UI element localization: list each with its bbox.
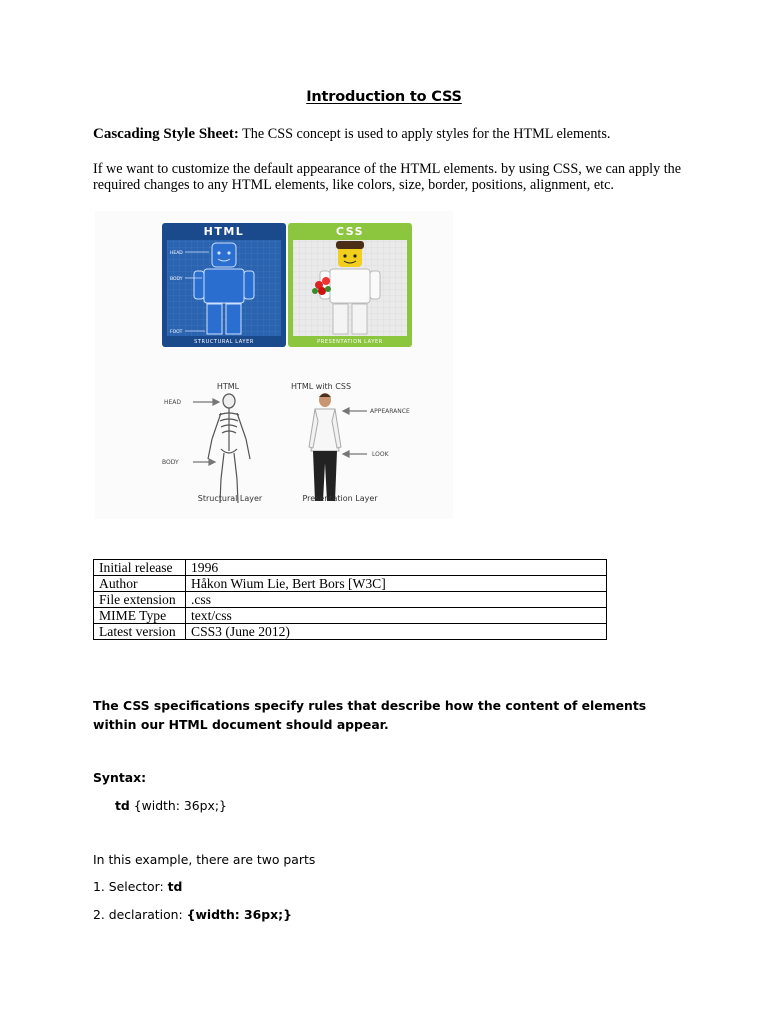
html-panel-label-foot: FOOT xyxy=(170,330,183,335)
table-value: text/css xyxy=(186,608,607,624)
skeleton-caption-top: HTML xyxy=(216,382,240,391)
css-info-table xyxy=(93,559,607,640)
table-key: Author xyxy=(94,576,186,592)
skeleton-caption-bottom: Structural Layer xyxy=(197,494,263,503)
css-presentation-panel xyxy=(288,223,412,347)
skeleton-label-body: BODY xyxy=(162,459,179,466)
part-declaration-prefix: 2. declaration: xyxy=(93,907,187,922)
table-value: Håkon Wium Lie, Bert Bors [W3C] xyxy=(186,576,607,592)
html-blueprint-panel xyxy=(162,223,286,347)
part-selector xyxy=(93,877,693,896)
code-example xyxy=(115,796,715,815)
person-caption-bottom: Presentation Layer xyxy=(302,494,378,503)
table-row xyxy=(94,560,607,576)
table-key: Initial release xyxy=(94,560,186,576)
css-panel-footer: PRESENTATION LAYER xyxy=(317,339,383,345)
html-panel-footer: STRUCTURAL LAYER xyxy=(194,339,254,345)
page-title: Introduction to CSS xyxy=(306,89,462,105)
code-selector: td xyxy=(115,798,130,813)
intro-definition: The CSS concept is used to apply styles for the HTML elements. xyxy=(238,126,611,142)
person-label-appearance: APPEARANCE xyxy=(370,408,410,415)
person-label-look: LOOK xyxy=(372,451,389,458)
table-value: CSS3 (June 2012) xyxy=(186,624,607,640)
intro-term: Cascading Style Sheet: xyxy=(93,126,239,142)
person-caption-top: HTML with CSS xyxy=(290,382,352,391)
table-value: .css xyxy=(186,592,607,608)
part-declaration xyxy=(93,905,693,924)
customize-paragraph: If we want to customize the default appearance of the HTML elements. by using CSS, we can apply the required changes to any HTML elements, like colors, size, border, positions, alignment, etc. xyxy=(93,161,682,193)
html-panel-header: HTML xyxy=(203,225,245,238)
table-key: Latest version xyxy=(94,624,186,640)
dressed-person-illustration xyxy=(291,382,410,503)
intro-paragraph xyxy=(93,126,683,142)
syntax-heading: Syntax: xyxy=(93,770,147,785)
table-row xyxy=(94,608,607,624)
table-row xyxy=(94,624,607,640)
skeleton-illustration xyxy=(162,382,263,503)
html-panel-label-head: HEAD xyxy=(170,251,183,256)
html-css-illustration xyxy=(95,211,453,519)
html-panel-label-body: BODY xyxy=(170,277,183,282)
table-row xyxy=(94,576,607,592)
table-value: 1996 xyxy=(186,560,607,576)
part-selector-value: td xyxy=(167,879,183,894)
skeleton-label-head: HEAD xyxy=(164,399,182,406)
table-row xyxy=(94,592,607,608)
css-panel-header: CSS xyxy=(335,225,365,238)
code-declaration: {width: 36px;} xyxy=(129,798,227,813)
part-selector-prefix: 1. Selector: xyxy=(93,879,168,894)
spec-paragraph: The CSS specifications specify rules that describe how the content of elements within our HTML document should appear. xyxy=(93,698,647,732)
part-declaration-value: {width: 36px;} xyxy=(186,907,292,922)
table-key: File extension xyxy=(94,592,186,608)
example-intro: In this example, there are two parts xyxy=(93,852,316,867)
table-key: MIME Type xyxy=(94,608,186,624)
